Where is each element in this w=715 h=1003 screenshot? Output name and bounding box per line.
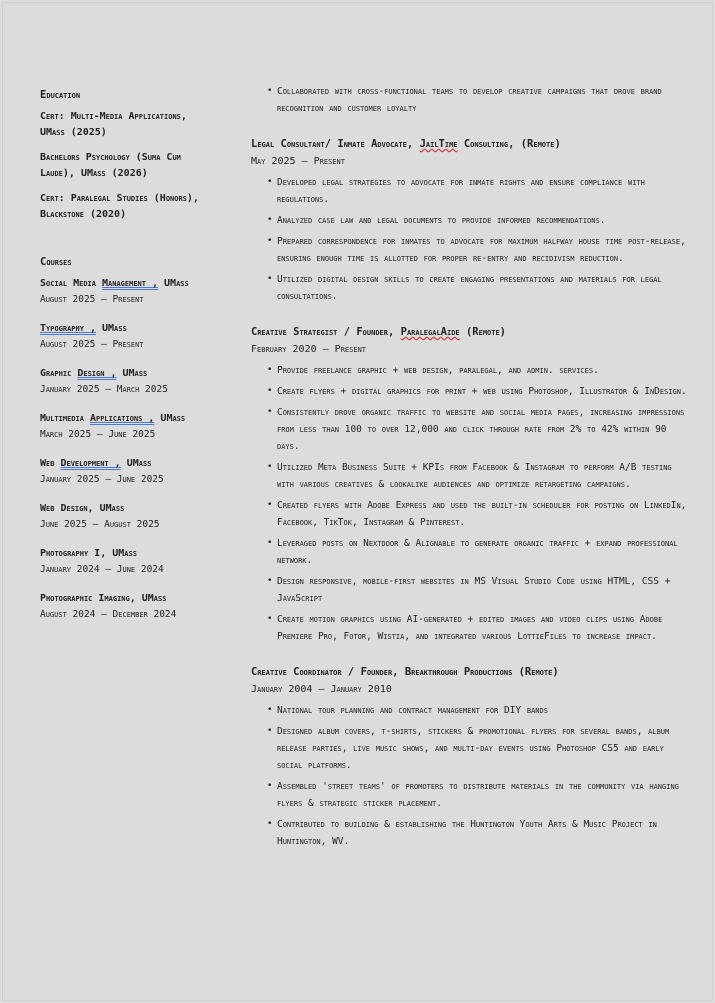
courses-heading: Courses [40,256,72,268]
course-title-marked: Management , [102,278,159,289]
course-title: Photographic Imaging, UMass [40,593,167,604]
course-title-text: Web [40,458,61,469]
education-item-line2: Blackstone (2020) [40,209,127,220]
course-title [40,456,230,472]
course-title-text: Graphic [40,368,78,379]
course-title: Web Design, UMass [40,503,125,514]
course-date: August 2024 – December 2024 [40,609,177,620]
education-item [40,191,230,223]
job-entry [251,323,691,645]
course-item [40,501,230,533]
bullet-item: • Assembled 'street teams' of promoters to distribute materials in the community via hanging flyers & strategic sticker placement. [277,778,691,812]
bullet-item: • Developed legal strategies to advocate for inmate rights and ensure compliance with regulations. [277,174,691,208]
job-title [251,135,691,153]
course-title-suffix: UMass [158,278,189,289]
course-title-suffix: UMass [96,323,127,334]
course-title-text: Multimedia [40,413,90,424]
course-title [40,411,230,427]
continued-bullets [251,83,691,117]
course-item [40,321,230,353]
course-title-marked: Design , [77,368,117,379]
bullet-item: • Analyzed case law and legal documents to provide informed recommendations. [277,212,691,229]
course-title-marked: Applications , [89,413,155,424]
job-title-suffix: Consulting, (Remote) [457,138,561,150]
bullet-item: • Leveraged posts on Nextdoor & Alignable to generate organic traffic + expand professional network. [277,535,691,569]
job-title-suffix: (Remote) [459,326,506,338]
course-date: January 2024 – June 2024 [40,564,164,575]
course-item [40,411,230,443]
bullet-item: • Create motion graphics using AI-generated + edited images and video clips using Adobe Premiere Pro, Fotor, Wistia, and integrated various LottieFiles to increase impact. [277,611,691,645]
bullet-item: • Prepared correspondence for inmates to advocate for maximum halfway house time post-release, ensuring enough time is allotted for proper re-entry and recidivism reduction. [277,233,691,267]
course-title [40,276,230,292]
education-heading: Education [40,89,81,101]
course-date: January 2025 – June 2025 [40,474,164,485]
job-bullets [251,702,691,850]
course-title-text: Social Media [40,278,103,289]
course-item [40,546,230,578]
bullet-item: • Utilized digital design skills to create engaging presentations and materials for legal consultations. [277,271,691,305]
course-date: March 2025 – June 2025 [40,429,156,440]
education-item [40,109,230,141]
left-column [40,89,230,636]
job-entry [251,135,691,305]
education-item-line1: Cert: Paralegal Studies (Honors), [40,193,199,204]
bullet-item: • Create flyers + digital graphics for print + web using Photoshop, Illustrator & InDesign. [277,383,691,400]
right-column [251,83,691,854]
course-title-marked: Typography , [40,323,96,334]
job-bullets [251,174,691,305]
bullet-item: • Collaborated with cross-functional teams to develop creative campaigns that drove brand recognition and customer loyalty [277,83,691,117]
bullet-item: • Designed album covers, t-shirts, stickers & promotional flyers for several bands, album release parties, live music shows, and multi-day events using Photoshop CS5 and early social platforms. [277,723,691,774]
course-item [40,456,230,488]
resume-page [2,2,713,1001]
course-title-marked: Development , [60,458,121,469]
course-title [40,321,230,337]
education-item [40,150,230,182]
job-title-text: Legal Consultant/ Inmate Advocate, [251,138,420,150]
job-date: January 2004 – January 2010 [251,684,392,695]
bullet-item: • Utilized Meta Business Suite + KPIs from Facebook & Instagram to perform A/B testing with various creatives & lookalike audiences and optimize retargeting campaigns. [277,459,691,493]
job-date: May 2025 – Present [251,156,345,167]
job-title-marked: JailTime [419,138,458,150]
job-entry [251,663,691,850]
course-title-suffix: UMass [154,413,186,424]
course-item [40,366,230,398]
bullet-item: • Provide freelance graphic + web design, paralegal, and admin. services. [277,362,691,379]
bullet-item: • Consistently drove organic traffic to website and social media pages, increasing impressions from less than 100 to over 12,000 and click through rate from 2% to 42% within 90 days. [277,404,691,455]
course-date: August 2025 – Present [40,339,144,350]
education-item-line2: UMass (2025) [40,127,107,138]
job-title-text: Creative Strategist / Founder, [251,326,401,338]
course-date: January 2025 – March 2025 [40,384,168,395]
job-title-marked: ParalegalAide [400,326,460,338]
education-item-line1: Cert: Multi-Media Applications, [40,111,187,122]
education-item-line1: Bachelors Psychology (Suma Cum [40,152,181,163]
course-item [40,591,230,623]
course-item [40,276,230,308]
job-title [251,323,691,341]
bullet-item: • Contributed to building & establishing the Huntington Youth Arts & Music Project in Huntington, WV. [277,816,691,850]
bullet-item: • National tour planning and contract management for DIY bands [277,702,691,719]
job-bullets [251,362,691,645]
education-item-line2: Laude), UMass (2026) [40,168,148,179]
course-title [40,366,230,382]
course-title-suffix: UMass [116,368,148,379]
job-date: February 2020 – Present [251,344,366,355]
course-date: August 2025 – Present [40,294,144,305]
course-title: Photography I, UMass [40,548,137,559]
course-date: June 2025 – August 2025 [40,519,160,530]
bullet-item: • Design responsive, mobile-first websites in MS Visual Studio Code using HTML, CSS + JavaScript [277,573,691,607]
course-title-suffix: UMass [120,458,152,469]
bullet-item: • Created flyers with Adobe Express and used the built-in scheduler for posting on LinkedIn, Facebook, TikTok, Instagram & Pinterest. [277,497,691,531]
job-title: Creative Coordinator / Founder, Breakthrough Productions (Remote) [251,666,559,678]
